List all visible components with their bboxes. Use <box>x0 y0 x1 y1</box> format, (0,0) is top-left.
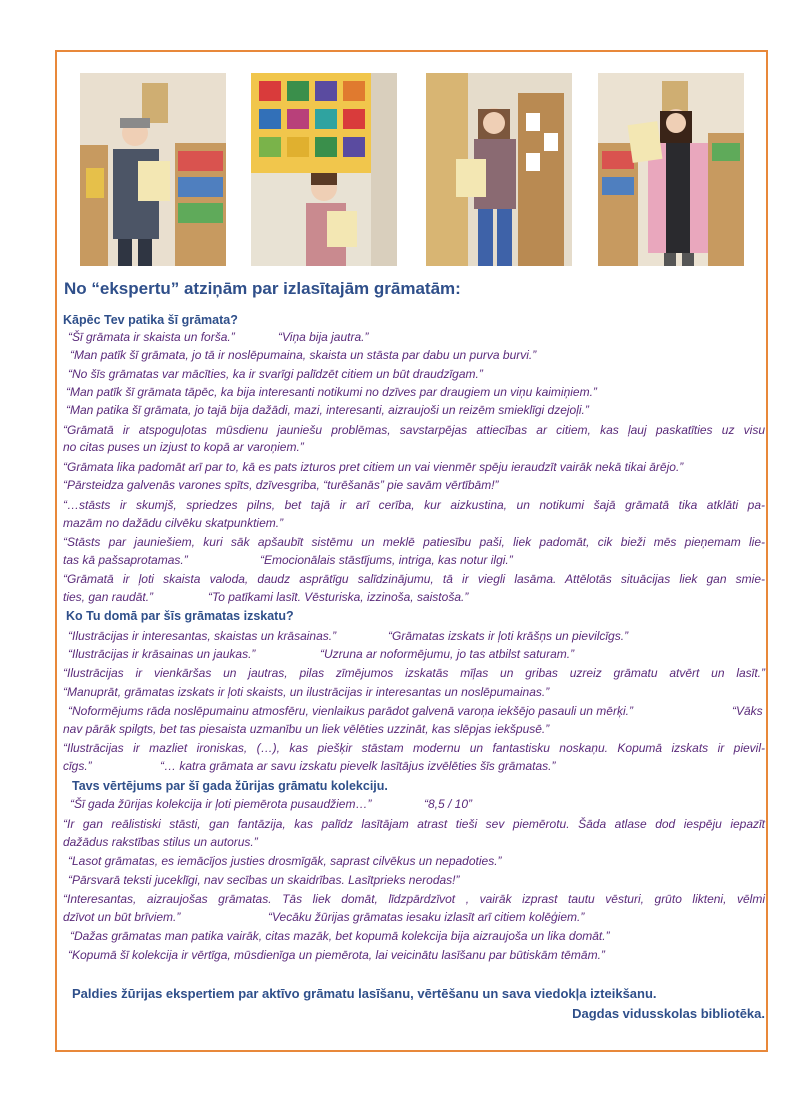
quote-continuation: mazām no dažādu cilvēku skatpunktiem.” <box>63 516 284 530</box>
quote: “Viņa bija jautra.” <box>278 330 369 344</box>
quote: “Grāmatas izskats ir ļoti krāšņs un pievilcīgs.” <box>388 629 629 643</box>
quote: “Ilustrācijas ir mazliet ironiskas, (…), kas piešķir stāstam modernu un fantastisku noskaņu. Kopumā izskats ir pievil- <box>63 741 765 755</box>
section-title-collection-rating: Tavs vērtējums par šī gada žūrijas grāmatu kolekciju. <box>72 779 388 793</box>
quote-continuation: nav pārāk spilgts, bet tas piesaista uzmanību un liek vēlēties uzzināt, kas slēpjas iekšpusē.” <box>63 722 550 736</box>
section-title-why-liked: Kāpēc Tev patika šī grāmata? <box>63 313 238 327</box>
quote-continuation: dzīvot un būt brīviem.” <box>63 910 181 924</box>
page-heading: No “ekspertu” atziņām par izlasītajām grāmatām: <box>64 279 461 298</box>
quote: “…stāsts ir skumjš, spriedzes pilns, bet tajā ir arī cerība, kur aizkustina, un notikumi šajā grāmatā tika atklāti pa- <box>63 498 765 512</box>
rating-score: “8,5 / 10” <box>424 797 473 811</box>
quote: “Man patīk šī grāmata, jo tā ir noslēpumaina, skaista un stāsta par dabu un purva burvi.” <box>70 348 537 362</box>
photo-girl-with-certificate <box>251 73 397 266</box>
quote: “Ilustrācijas ir interesantas, skaistas un krāsainas.” <box>68 629 337 643</box>
photo-boy-with-certificate <box>80 73 226 266</box>
quote: “Interesantas, aizraujošas grāmatas. Tās liek domāt, līdzpārdzīvot , vairāk izprast tautu vēsturi, grūto likteni, vēlmi <box>63 892 765 906</box>
quote: “Man patika šī grāmata, jo tajā bija dažādi, mazi, interesanti, aizraujoši un reizēm smieklīgi dzejoļi.” <box>66 403 589 417</box>
quote-continuation: no citas puses un izjust to kopā ar varoņiem.” <box>63 440 304 454</box>
quote: “Emocionālais stāstījums, intriga, kas notur ilgi.” <box>260 553 513 567</box>
quote: “Uzruna ar noformējumu, jo tas atbilst saturam.” <box>320 647 575 661</box>
quote: “Vāks <box>732 704 763 718</box>
quote-continuation: tas kā pašsaprotamas.” <box>63 553 188 567</box>
quote: “Noformējums rāda noslēpumainu atmosfēru, vienlaikus parādot galvenā varoņa iekšējo pasauli un mērķi.” <box>68 704 633 718</box>
signature: Dagdas vidusskolas bibliotēka. <box>572 1006 765 1021</box>
quote: “Šī gada žūrijas kolekcija ir ļoti piemērota pusaudžiem…” <box>70 797 372 811</box>
quote: “Lasot grāmatas, es iemācījos justies drosmīgāk, saprast cilvēkus un nepadoties.” <box>68 854 502 868</box>
photo-teen-with-certificate <box>426 73 572 266</box>
quote: “Pārsvarā teksti juceklīgi, nav secības un skaidrības. Lasītprieks nerodas!” <box>68 873 460 887</box>
photo-girl-in-pink-coat <box>598 73 744 266</box>
quote: “Grāmatā ir ļoti skaista valoda, daudz asprātīgu salīdzinājumu, tā ir viegli lasāma. Attēlotās situācijas liek gan smie- <box>63 572 765 586</box>
thanks-note: Paldies žūrijas ekspertiem par aktīvo grāmatu lasīšanu, vērtēšanu un sava viedokļa izteikšanu. <box>72 986 657 1001</box>
quote: “Kopumā šī kolekcija ir vērtīga, mūsdienīga un piemērota, lai veicinātu lasīšanu par būtiskām tēmām.” <box>68 948 605 962</box>
quote: “Dažas grāmatas man patika vairāk, citas mazāk, bet kopumā kolekcija bija aizraujoša un lika domāt.” <box>70 929 610 943</box>
quote: “Man patīk šī grāmata tāpēc, ka bija interesanti notikumi no dzīves par draugiem un viņu kaimiņiem.” <box>66 385 597 399</box>
quote: “Grāmata lika padomāt arī par to, kā es pats izturos pret citiem un vai vienmēr spēju ieraudzīt vairāk nekā tikai ārējo.” <box>63 460 684 474</box>
quote: “Stāsts par jauniešiem, kuri sāk apšaubīt sistēmu un meklē patiesību paši, liek padomāt, cik bieži mēs pieņemam lie- <box>63 535 765 549</box>
quote: “No šīs grāmatas var mācīties, ka ir svarīgi palīdzēt citiem un būt draudzīgam.” <box>68 367 483 381</box>
quote: “Ilustrācijas ir krāsainas un jaukas.” <box>68 647 256 661</box>
quote: “Ir gan reālistiski stāsti, gan fantāzija, kas palīdz lasītājam atrast tieši sev piemērotu. Šāda atlase dod iespēju iepazīt <box>63 817 765 831</box>
section-title-appearance: Ko Tu domā par šīs grāmatas izskatu? <box>66 609 294 623</box>
quote: “Pārsteidza galvenās varones spīts, dzīvesgriba, “turēšanās” pie savām vērtībām!” <box>63 478 499 492</box>
quote-continuation: cīgs.” <box>63 759 92 773</box>
quote: “Manuprāt, grāmatas izskats ir ļoti skaists, un ilustrācijas ir interesantas un noslēpumainas.” <box>63 685 550 699</box>
quote: “Šī grāmata ir skaista un forša.” <box>68 330 235 344</box>
quote: “Ilustrācijas ir vienkāršas un jautras, pilas zīmējumos izskatās mīļas un gribas uzreiz grāmatu atvērt un lasīt.” <box>63 666 765 680</box>
quote: “Vecāku žūrijas grāmatas iesaku izlasīt arī citiem kolēģiem.” <box>268 910 585 924</box>
quote: “Grāmatā ir atspoguļotas mūsdienu jauniešu problēmas, savstarpējas attiecības ar citiem, kas ļauj paskatīties uz visu <box>63 423 765 437</box>
quote-continuation: ties, gan raudāt.” <box>63 590 154 604</box>
quote: “… katra grāmata ar savu izskatu pievelk lasītājus izvēlēties šīs grāmatas.” <box>160 759 556 773</box>
quote-continuation: dažādus rakstības stilus un autorus.” <box>63 835 258 849</box>
quote: “To patīkami lasīt. Vēsturiska, izzinoša, saistoša.” <box>208 590 469 604</box>
